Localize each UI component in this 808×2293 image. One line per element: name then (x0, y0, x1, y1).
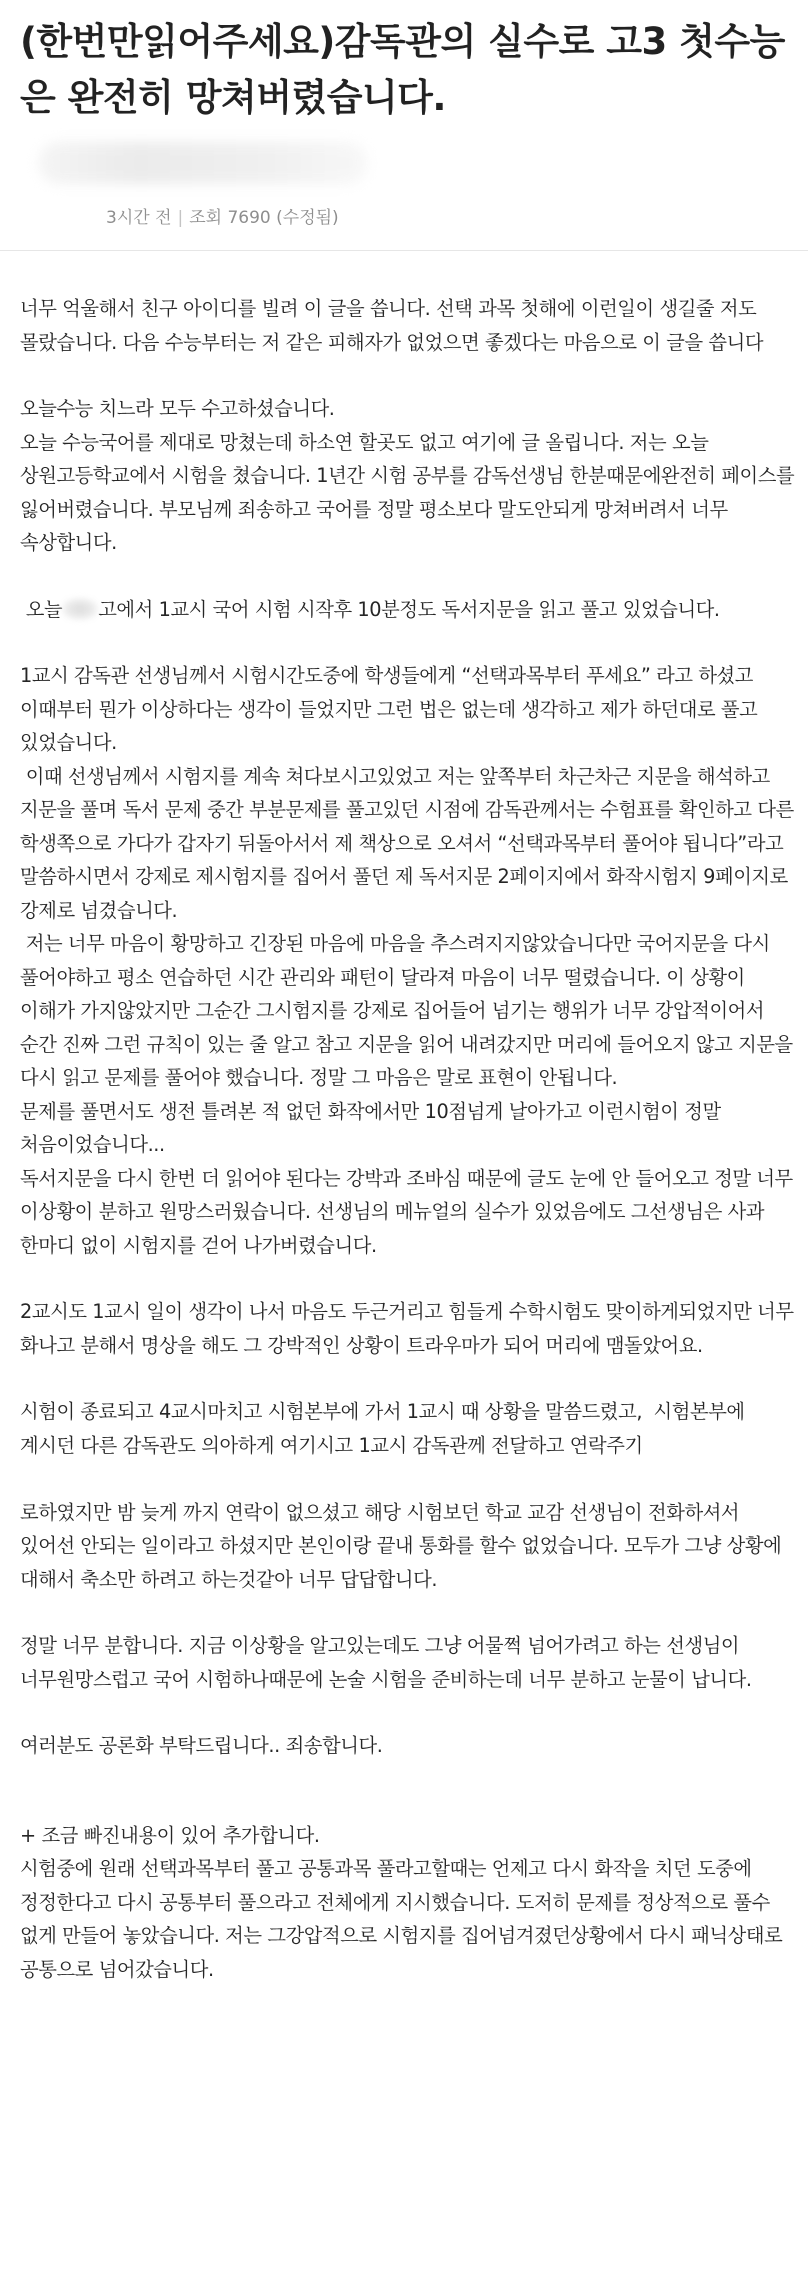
paragraph-gap (20, 626, 795, 659)
paragraph-addendum: + 조금 빠진내용이 있어 추가합니다. 시험중에 원래 선택과목부터 풀고 공통과목 풀라고할때는 언제고 다시 화작을 치던 도중에 정정한다고 다시 공통부터 풀으라고 전체에게 지시했습니다. 도저히 문제를 정상적으로 풀수 없게 만들어 놓았습니다. 저는 그강압적으로 시험지를 집어넘겨졌던상황에서 다시 패닉상태로 공통으로 넘어갔습니다. (20, 1823, 783, 1981)
paragraph-feelings: 정말 너무 분합니다. 지금 이상황을 알고있는데도 그냥 어물쩍 넘어가려고 하는 선생님이 너무원망스럽고 국어 시험하나때문에 논술 시험을 준비하는데 너무 분하고 눈물이 납니다. (20, 1634, 752, 1691)
paragraph-exam-start-before: 오늘 (20, 597, 63, 621)
post-time: 3시간 전 (106, 208, 172, 228)
post-title: (한번만읽어주세요)감독관의 실수로 고3 첫수능은 완전히 망쳐버렸습니다. (20, 20, 785, 119)
post-meta (106, 203, 339, 228)
meta-separator: | (177, 208, 184, 228)
header-divider (0, 250, 808, 251)
post-body (20, 292, 800, 1986)
paragraph-gap (20, 1262, 795, 1295)
paragraph-gap (20, 1696, 795, 1729)
paragraph-request: 여러분도 공론화 부탁드립니다.. 죄송합니다. (20, 1734, 383, 1757)
redacted-school-name (62, 598, 98, 620)
paragraph-gap (20, 560, 795, 593)
paragraph-exam-start-after: 고에서 1교시 국어 시험 시작후 10분정도 독서지문을 읽고 풀고 있었습니다. (98, 597, 720, 621)
post-views: 조회 7690 (189, 208, 271, 228)
paragraph-gap (20, 1763, 795, 1819)
paragraph-incident: 1교시 감독관 선생님께서 시험시간도중에 학생들에게 “선택과목부터 푸세요” 라고 하셨고 이때부터 뭔가 이상하다는 생각이 들었지만 그런 법은 없는데 생각하고 제가 하던대로 풀고 있었습니다. 이때 선생님께서 시험지를 계속 쳐다보시고있었고 저는 앞쪽부터 차근차근 지문을 해석하고 지문을 풀며 독서 문제 중간 부분문제를 풀고있던 시점에 감독관께서는 수험표를 확인하고 다른 학생쪽으로 가다가 갑자기 뒤돌아서서 제 책상으로 오셔서 “선택과목부터 풀어야 됩니다”라고 말씀하시면서 강제로 제시험지를 집어서 풀던 제 독서지문 2페이지에서 화작시험지 9페이지로 강제로 넘겼습니다. 저는 너무 마음이 황망하고 긴장된 마음에 마음을 추스려지지않았습니다만 국어지문을 다시 풀어야하고 평소 연습하던 시간 관리와 패턴이 달라져 마음이 너무 떨렸습니다. 이 상황이 이해가 가지않았지만 그순간 그시험지를 강제로 집어들어 넘기는 행위가 너무 강압적이어서 순간 진짜 그런 규칙이 있는 줄 알고 참고 지문을 읽어 내려갔지만 머리에 들어오지 않고 지문을 다시 읽고 문제를 풀어야 했습니다. 정말 그 마음은 말로 표현이 안됩니다. 문제를 풀면서도 생전 틀려본 적 없던 화작에서만 10점넘게 날아가고 이런시험이 정말 처음이었습니다... 독서지문을 다시 한번 더 읽어야 된다는 강박과 조바심 때문에 글도 눈에 안 들어오고 정말 너무 이상황이 분하고 원망스러웠습니다. 선생님의 메뉴얼의 실수가 있었음에도 그선생님은 사과 한마디 없이 시험지를 걷어 나가버렸습니다. (20, 664, 794, 1257)
post-edited-badge: (수정됨) (276, 208, 339, 228)
paragraph-exam-start (20, 593, 795, 627)
paragraph-greeting: 오늘수능 치느라 모두 수고하셨습니다. 오늘 수능국어를 제대로 망쳤는데 하소연 할곳도 없고 여기에 글 올립니다. 저는 오늘 상원고등학교에서 시험을 쳤습니다. 1년간 시험 공부를 감독선생님 한분때문에완전히 페이스를 잃어버렸습니다. 부모님께 죄송하고 국어를 정말 평소보다 말도안되게 망쳐버려서 너무 속상합니다. (20, 397, 795, 554)
paragraph-second-period: 2교시도 1교시 일이 생각이 나서 마음도 두근거리고 힘들게 수학시험도 맞이하게되었지만 너무 화나고 분해서 명상을 해도 그 강박적인 상황이 트라우마가 되어 머리에 맴돌았어요. (20, 1300, 800, 1357)
author-info-blurred (38, 142, 368, 184)
paragraph-gap (20, 1362, 795, 1395)
paragraph-gap (20, 1596, 795, 1629)
paragraph-gap (20, 359, 795, 392)
paragraph-intro: 너무 억울해서 친구 아이디를 빌려 이 글을 씁니다. 선택 과목 첫해에 이런일이 생길줄 저도 몰랐습니다. 다음 수능부터는 저 같은 피해자가 없었으면 좋겠다는 마음으로 이 글을 씁니다 (20, 297, 764, 354)
paragraph-report: 시험이 종료되고 4교시마치고 시험본부에 가서 1교시 때 상황을 말씀드렸고, 시험본부에 계시던 다른 감독관도 의아하게 여기시고 1교시 감독관께 전달하고 연락주기 로하였지만 밤 늦게 까지 연락이 없으셨고 해당 시험보던 학교 교감 선생님이 전화하셔서 있어선 안되는 일이라고 하셨지만 본인이랑 끝내 통화를 할수 없었습니다. 모두가 그냥 상황에 대해서 축소만 하려고 하는것같아 너무 답답합니다. (20, 1400, 782, 1591)
